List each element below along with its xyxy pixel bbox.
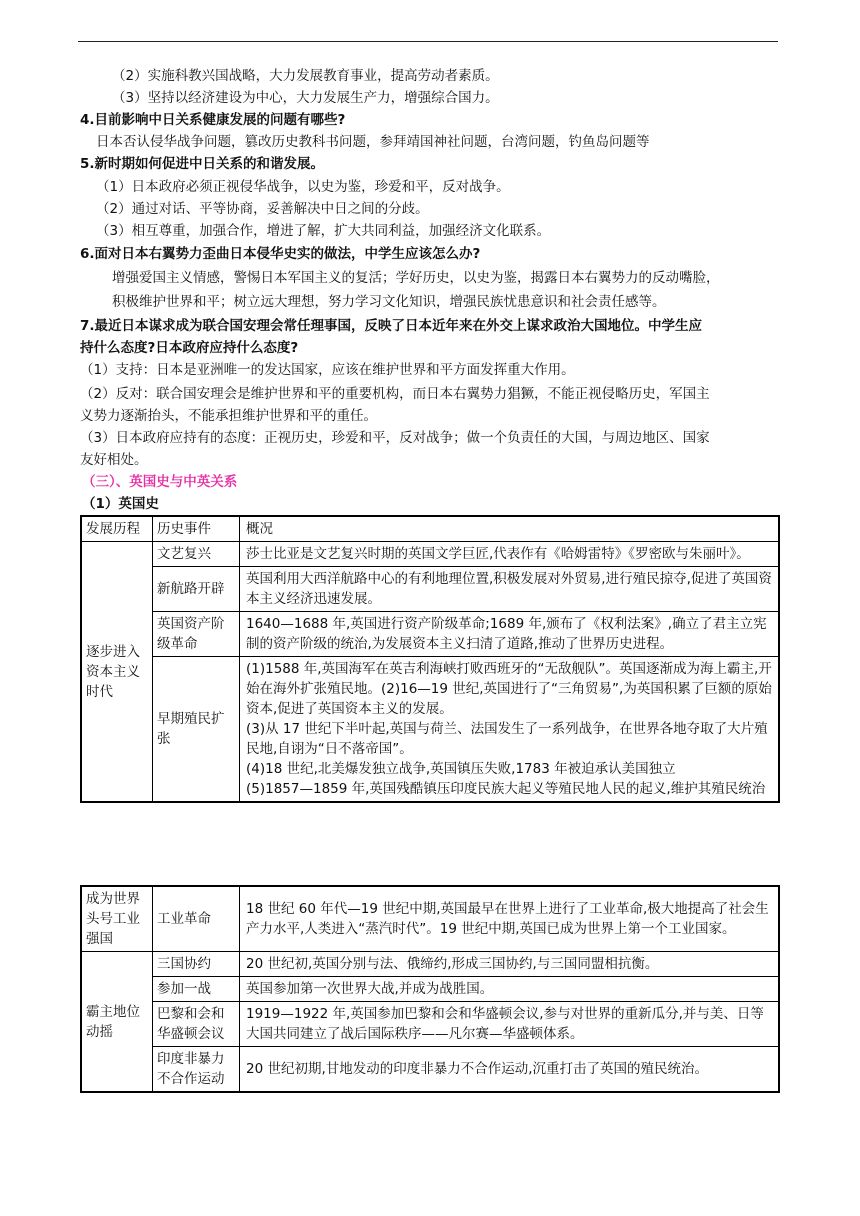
desc-text: 莎士比亚是文艺复兴时期的英国文学巨匠,代表作有《哈姆雷特》《罗密欧与朱丽叶》。 bbox=[246, 546, 750, 562]
answer-line: 增强爱国主义情感，警惕日本军国主义的复活；学好历史，以史为鉴，揭露日本右翼势力的反动嘴脸， bbox=[112, 270, 720, 286]
category-cell: 逐步进入资本主义时代 bbox=[81, 542, 153, 803]
table-row bbox=[81, 657, 779, 803]
event-cell: 三国协约 bbox=[153, 952, 240, 977]
answer-line: （3）相互尊重，加强合作，增进了解，扩大共同利益，加强经济文化联系。 bbox=[96, 223, 551, 239]
desc-text: (3)从 17 世纪下半叶起,英国与荷兰、法国发生了一系列战争，在世界各地夺取了大片殖民地,自诩为“日不落帝国”。 bbox=[246, 721, 768, 757]
desc-cell: 1919—1922 年,英国参加巴黎和会和华盛顿会议,参与对世界的重新瓜分,并与美、日等大国共同建立了战后国际秩序——凡尔赛—华盛顿体系。 bbox=[240, 1002, 780, 1047]
table-row bbox=[81, 952, 779, 977]
answer-line: （1）日本政府必须正视侵华战争，以史为鉴，珍爱和平，反对战争。 bbox=[96, 179, 510, 195]
text-line: （3）坚持以经济建设为中心，大力发展生产力，增强综合国力。 bbox=[112, 90, 499, 106]
answer-line: （1）支持：日本是亚洲唯一的发达国家，应该在维护世界和平方面发挥重大作用。 bbox=[80, 362, 575, 378]
table-row bbox=[81, 612, 779, 657]
table-row bbox=[81, 886, 779, 952]
header-rule bbox=[78, 41, 778, 42]
answer-line: （3）日本政府应持有的态度：正视历史，珍爱和平，反对战争；做一个负责任的大国，与周边地区、国家 bbox=[80, 430, 710, 446]
table-row bbox=[81, 1047, 779, 1093]
answer-line: 义势力逐渐抬头，不能承担维护世界和平的重任。 bbox=[80, 408, 377, 424]
event-cell: 工业革命 bbox=[153, 886, 240, 952]
desc-cell bbox=[240, 567, 780, 612]
answer-line: 日本否认侵华战争问题，篡改历史教科书问题，参拜靖国神社问题，台湾问题，钓鱼岛问题等 bbox=[96, 134, 650, 150]
question-heading: 7.最近日本谋求成为联合国安理会常任理事国，反映了日本近年来在外交上谋求政治大国地位。中学生应 bbox=[80, 318, 703, 334]
desc-text: 英国利用大西洋航路中心的有利地理位置,积极发展对外贸易,进行殖民掠夺,促进了英国资本主义经济迅速发展。 bbox=[246, 571, 772, 607]
event-cell: 英国资产阶级革命 bbox=[153, 612, 240, 657]
desc-cell bbox=[240, 542, 780, 567]
desc-cell: 18 世纪 60 年代—19 世纪中期,英国最早在世界上进行了工业革命,极大地提高了社会生产力水平,人类进入“蒸汽时代”。19 世纪中期,英国已成为世界上第一个工业国家。 bbox=[240, 886, 780, 952]
table-row bbox=[81, 977, 779, 1002]
desc-cell: 英国参加第一次世界大战,并成为战胜国。 bbox=[240, 977, 780, 1002]
event-cell: 巴黎和会和华盛顿会议 bbox=[153, 1002, 240, 1047]
desc-cell bbox=[240, 657, 780, 803]
desc-cell bbox=[240, 612, 780, 657]
event-cell: 新航路开辟 bbox=[153, 567, 240, 612]
text-line: （2）实施科教兴国战略，大力发展教育事业，提高劳动者素质。 bbox=[112, 68, 499, 84]
desc-text: (4)18 世纪,北美爆发独立战争,英国镇压失败,1783 年被迫承认美国独立 bbox=[246, 761, 676, 777]
section-heading: （三）、英国史与中英关系 bbox=[82, 474, 238, 490]
desc-text: (1)1588 年,英国海军在英吉利海峡打败西班牙的“无敌舰队”。英国逐渐成为海上霸主,开始在海外扩张殖民地。(2)16—19 世纪,英国进行了“三角贸易”,为英国积累了巨额的原始资本,促进了英国资本主义的发展。 bbox=[246, 661, 772, 717]
desc-text: (5)1857—1859 年,英国残酷镇压印度民族大起义等殖民地人民的起义,维护其殖民统治 bbox=[246, 781, 766, 797]
answer-line: 友好相处。 bbox=[80, 452, 148, 468]
table-row bbox=[81, 1002, 779, 1047]
category-cell: 成为世界头号工业强国 bbox=[81, 886, 153, 952]
england-history-table-2 bbox=[80, 885, 780, 1093]
event-cell: 早期殖民扩张 bbox=[153, 657, 240, 803]
event-cell: 印度非暴力不合作运动 bbox=[153, 1047, 240, 1093]
table-row bbox=[81, 542, 779, 567]
column-header: 历史事件 bbox=[153, 516, 240, 542]
column-header: 概况 bbox=[240, 516, 780, 542]
column-header: 发展历程 bbox=[81, 516, 153, 542]
event-cell: 文艺复兴 bbox=[153, 542, 240, 567]
question-heading: 持什么态度?日本政府应持什么态度? bbox=[80, 340, 299, 356]
question-heading: 5.新时期如何促进中日关系的和谐发展。 bbox=[80, 156, 325, 172]
england-history-table-1 bbox=[80, 515, 780, 803]
table-row bbox=[81, 567, 779, 612]
event-cell: 参加一战 bbox=[153, 977, 240, 1002]
question-heading: 4.目前影响中日关系健康发展的问题有哪些? bbox=[80, 112, 346, 128]
answer-line: （2）通过对话、平等协商，妥善解决中日之间的分歧。 bbox=[96, 201, 429, 217]
table-header-row bbox=[81, 516, 779, 542]
desc-cell: 20 世纪初,英国分别与法、俄缔约,形成三国协约,与三国同盟相抗衡。 bbox=[240, 952, 780, 977]
subsection-heading: （1）英国史 bbox=[82, 496, 159, 512]
category-cell: 霸主地位动摇 bbox=[81, 952, 153, 1093]
answer-line: （2）反对：联合国安理会是维护世界和平的重要机构，而日本右翼势力猖獗，不能正视侵略历史，军国主 bbox=[80, 386, 710, 402]
desc-text: 1640—1688 年,英国进行资产阶级革命;1689 年,颁布了《权利法案》,确立了君主立宪制的资产阶级的统治,为发展资本主义扫清了道路,推动了世界历史进程。 bbox=[246, 616, 767, 652]
question-heading: 6.面对日本右翼势力歪曲日本侵华史实的做法，中学生应该怎么办? bbox=[80, 246, 481, 262]
answer-line: 积极维护世界和平；树立远大理想，努力学习文化知识，增强民族忧患意识和社会责任感等。 bbox=[112, 294, 666, 310]
desc-cell: 20 世纪初期,甘地发动的印度非暴力不合作运动,沉重打击了英国的殖民统治。 bbox=[240, 1047, 780, 1093]
